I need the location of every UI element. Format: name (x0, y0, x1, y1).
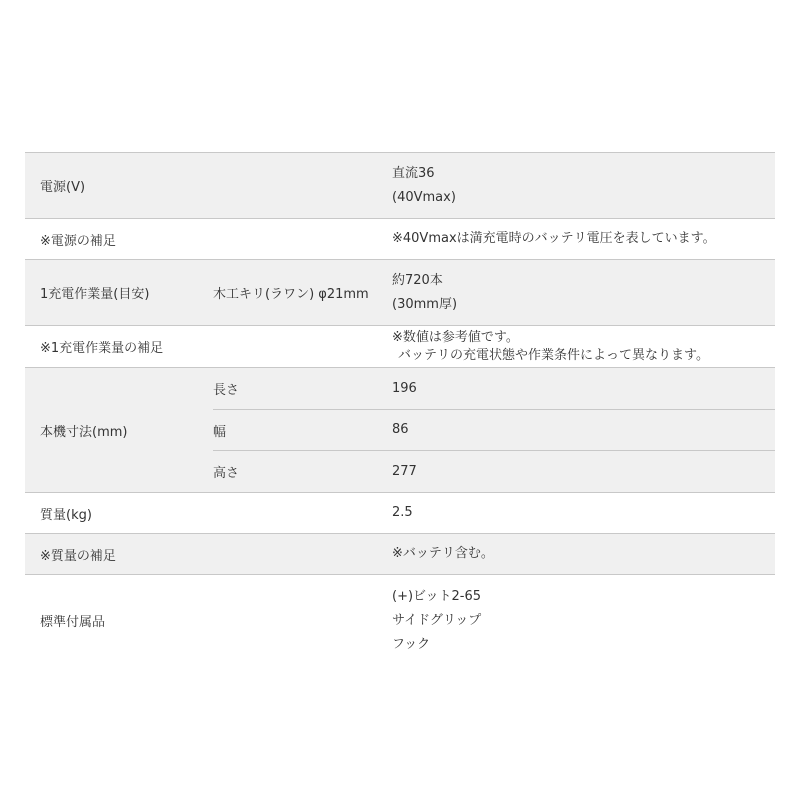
width-label: 幅 (213, 410, 392, 451)
height-label: 高さ (213, 451, 392, 493)
power-label: 電源(V) (25, 153, 213, 219)
mass-label: 質量(kg) (25, 493, 213, 534)
spec-row-mass (25, 493, 775, 534)
spec-row-work-note (25, 326, 775, 368)
spec-row-mass-note (25, 534, 775, 575)
power-note-value: ※40Vmaxは満充電時のバッテリ電圧を表しています。 (392, 219, 775, 260)
mass-note-label: ※質量の補足 (25, 534, 213, 575)
accessory-item: (+)ビット2-65 (392, 588, 482, 604)
work-note-label: ※1充電作業量の補足 (25, 326, 213, 368)
length-label: 長さ (213, 368, 392, 410)
spec-table (25, 152, 775, 667)
work-value-line1: 約720本 (392, 272, 443, 288)
height-value: 277 (392, 451, 775, 493)
accessory-item: フック (392, 636, 431, 652)
work-note-value (392, 326, 775, 368)
power-note-label: ※電源の補足 (25, 219, 213, 260)
work-value (392, 260, 775, 326)
power-value-line1: 直流36 (392, 165, 435, 181)
width-value: 86 (392, 410, 775, 451)
accessory-item: サイドグリップ (392, 612, 482, 628)
accessories-label: 標準付属品 (25, 575, 213, 667)
work-label: 1充電作業量(目安) (25, 260, 213, 326)
power-value-line2: (40Vmax) (392, 189, 456, 205)
spec-row-length (25, 368, 775, 410)
dims-label: 本機寸法(mm) (25, 368, 213, 493)
mass-note-value: ※バッテリ含む。 (392, 534, 775, 575)
length-value: 196 (392, 368, 775, 410)
spec-row-power (25, 153, 775, 219)
work-condition: 木工キリ(ラワン) φ21mm (213, 260, 392, 326)
mass-value: 2.5 (392, 493, 775, 534)
spec-row-accessories (25, 575, 775, 667)
work-value-line2: (30mm厚) (392, 296, 458, 312)
work-note-line2: バッテリの充電状態や作業条件によって異なります。 (398, 347, 709, 363)
work-note-line1: ※数値は参考値です。 (392, 329, 519, 345)
spec-row-power-note (25, 219, 775, 260)
spec-row-work (25, 260, 775, 326)
power-value (392, 153, 775, 219)
accessories-value (392, 575, 775, 667)
